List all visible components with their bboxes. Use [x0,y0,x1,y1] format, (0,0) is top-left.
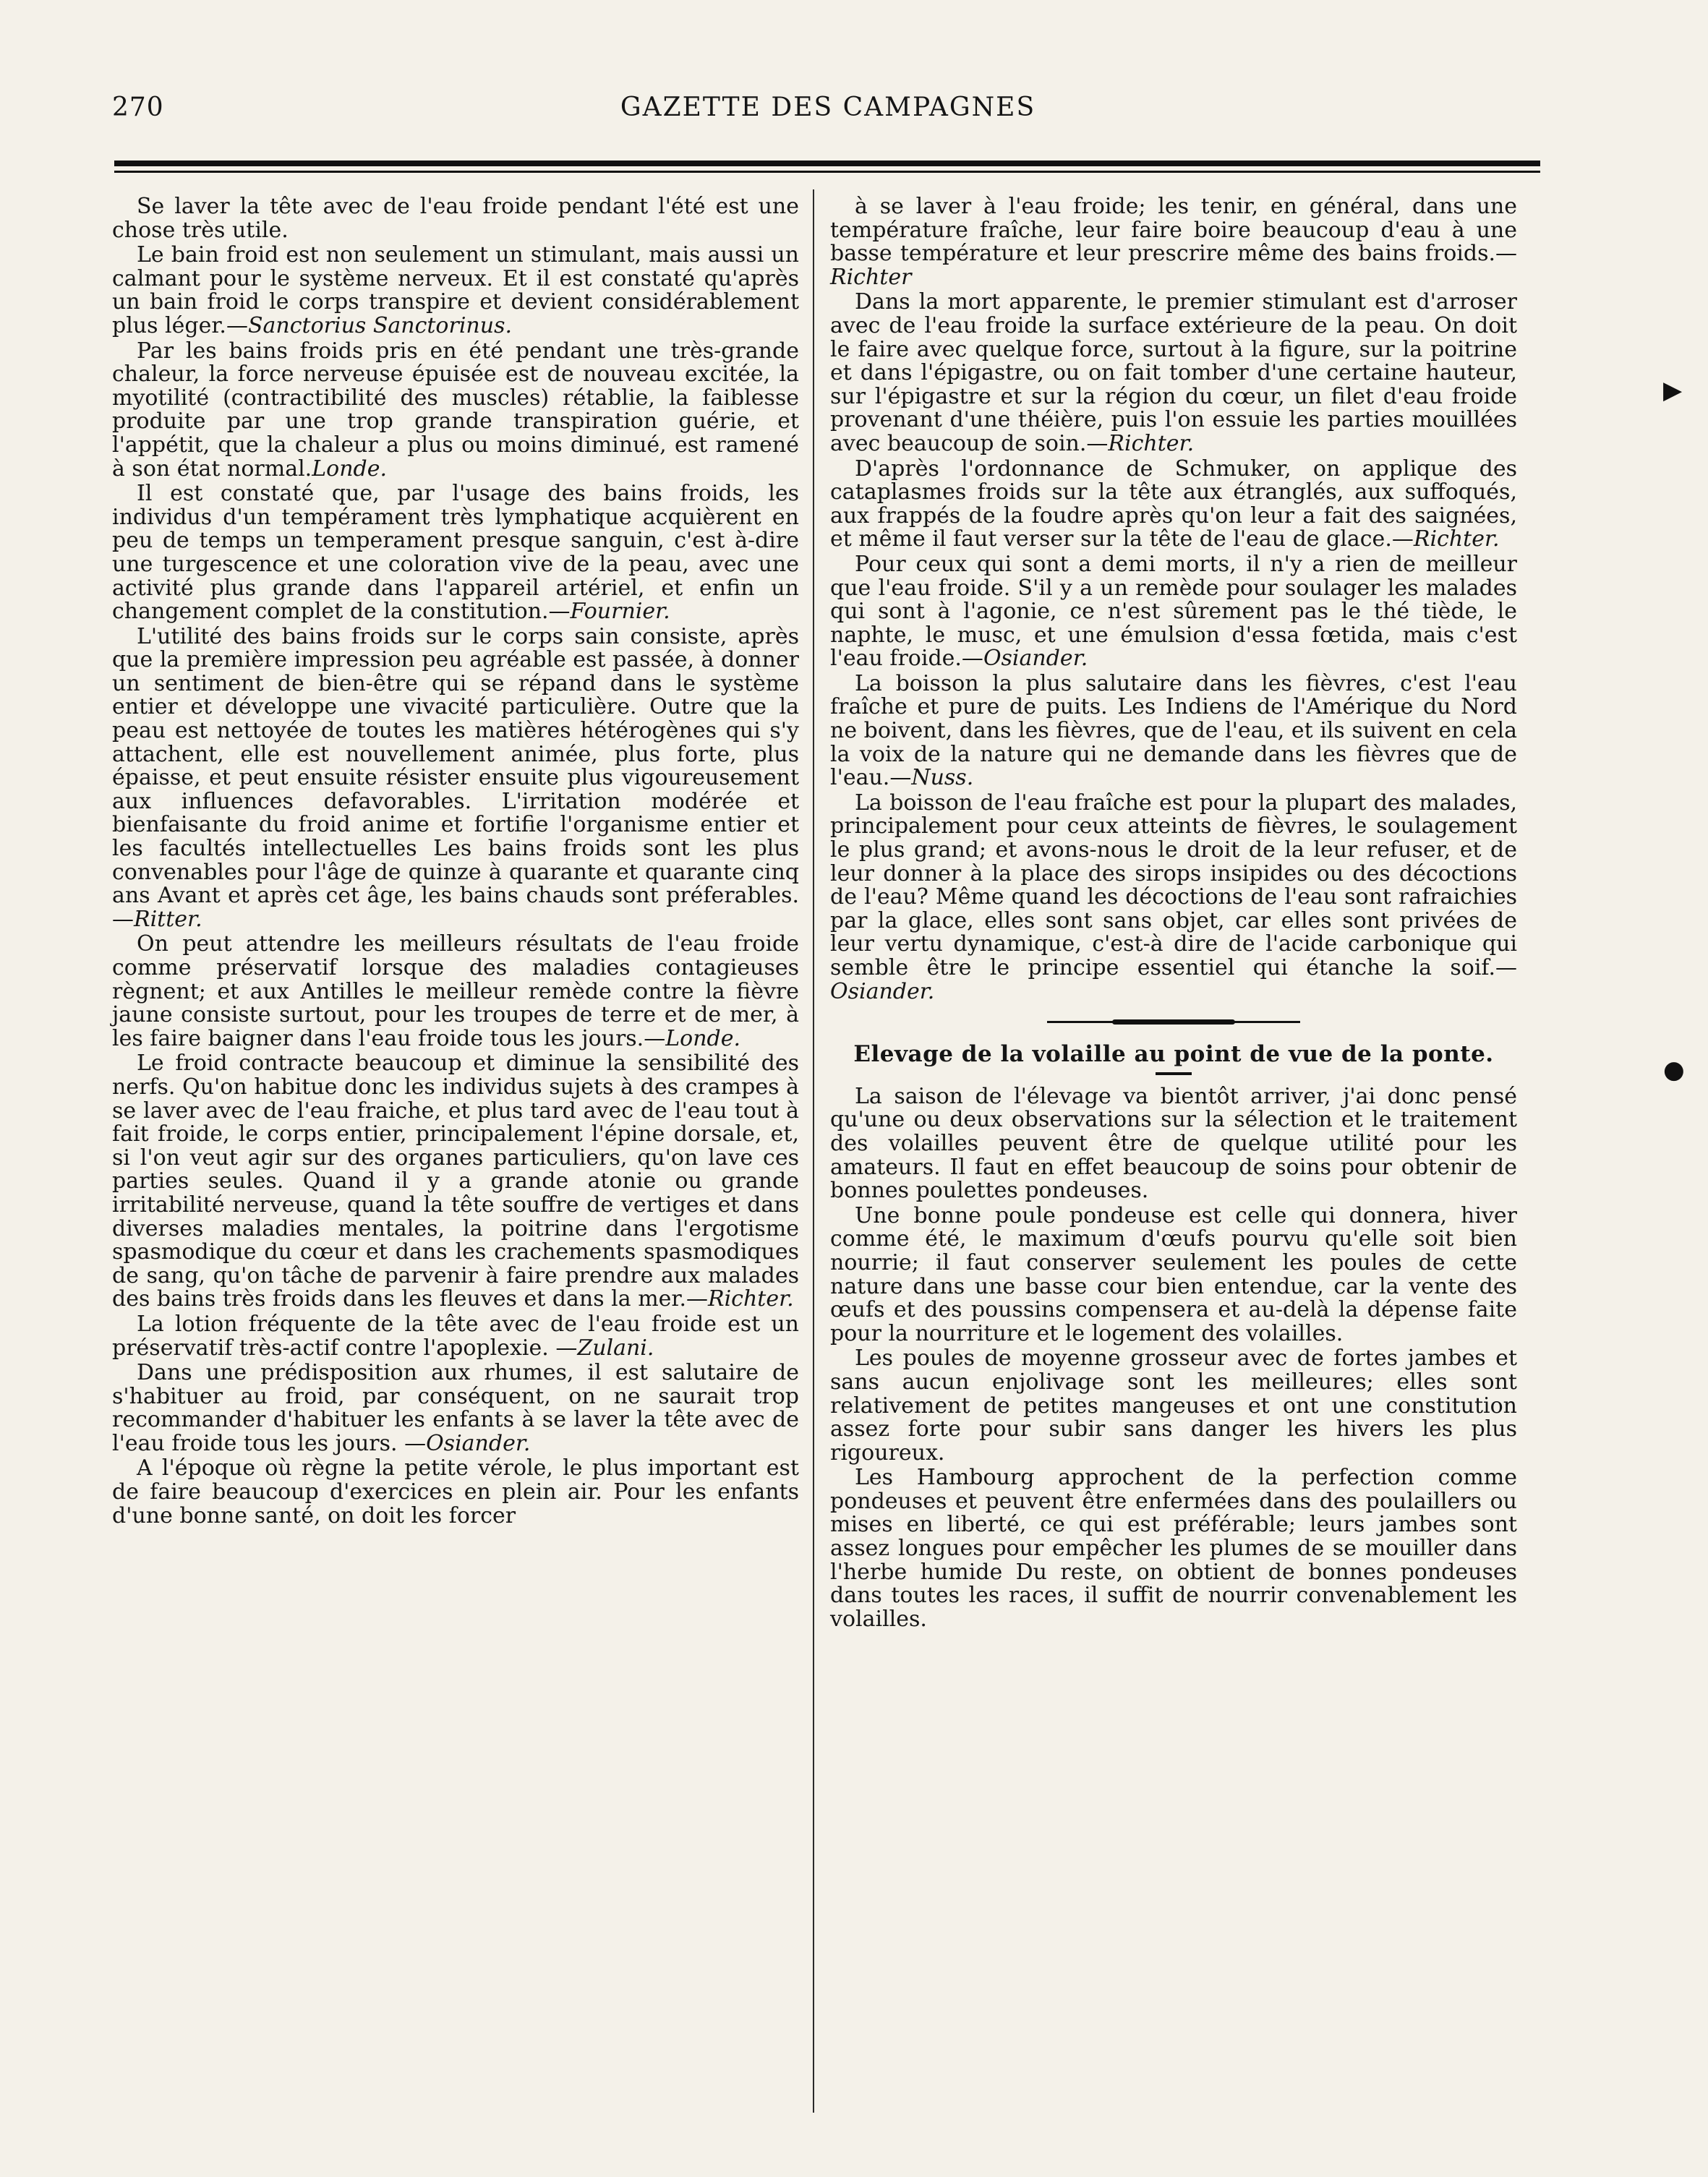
page-number: 270 [112,93,164,122]
article-paragraph [112,482,799,624]
paragraph-text: On peut attendre les meilleurs résultats de l'eau froide comme préservatif lorsque des maladies contagieuses règnent; et aux Antilles le meilleur remède contre la fièvre jaune consiste surtout, pour les troupes de terre et de mer, à les faire baigner dans l'eau froide tous les jours.— [112,931,799,1051]
section-paragraph: Les Hambourg approchent de la perfection comme pondeuses et peuvent être enfermées dans des poulaillers ou mises en liberté, ce qui est préférable; leurs jambes sont assez longues pour empêcher les plumes de se mouiller dans l'herbe humide Du reste, on obtient de bonnes pondeuses dans toutes les races, il suffit de nourrir convenablement les volailles. [830,1465,1517,1632]
paragraph-text: D'après l'ordonnance de Schmuker, on applique des cataplasmes froids sur la tête aux étranglés, aux suffoqués, aux frappés de la foudre après qu'on leur a fait des saignées, et même il faut verser sur la tête de l'eau de glace.— [830,455,1517,552]
section-ornament [830,1008,1517,1035]
author-signature: Londe. [665,1025,741,1051]
section-paragraph: Une bonne poule pondeuse est celle qui donnera, hiver comme été, le maximum d'œufs pourvu qu'elle soit bien nourrie; il faut conserver seulement les poules de cette nature dans une basse cour bien entendue, car la vente des œufs et des poussins compensera et au-delà la dépense faite pour la nourriture et le logement des volailles. [830,1202,1517,1346]
paragraph-text: Le bain froid est non seulement un stimulant, mais aussi un calmant pour le système nerveux. Et il est constaté qu'après un bain froid le corps transpire et devient considérablement plus léger.— [112,242,799,338]
section-body [830,1085,1517,1632]
paragraph-text: L'utilité des bains froids sur le corps sain consiste, après que la première impression peu agréable est passée, à donner un sentiment de bien-être qui se répand dans le système entier et développe une vivacité particulière. Outre que la peau est nettoyée de toutes les matières hétérogènes qui s'y attachent, elle est nouvellement animée, plus forte, plus épaisse, et peut ensuite résister ensuite plus vigoureusement aux influences defavorables. L'irritation modérée et bienfaisante du froid anime et fortifie l'organisme entier et les facultés intellectuelles Les bains froids sont les plus convenables pour l'âge de quinze à quarante et quarante cinq ans Avant et après cet âge, les bains chauds sont préferables.— [112,623,799,932]
page-header [112,93,1544,129]
author-signature: Richter. [707,1286,794,1312]
author-signature: Sanctorius Sanctorinus. [247,312,513,338]
article-paragraph [112,933,799,1051]
margin-mark-icon: ● [1663,1056,1685,1085]
author-signature: Osiander. [830,978,935,1004]
margin-mark-icon: ▶ [1663,376,1683,405]
paragraph-text: Le froid contracte beaucoup et diminue la sensibilité des nerfs. Qu'on habitue donc les individus sujets à des crampes à se laver avec de l'eau fraiche, et plus tard avec de l'eau tout à fait froide, le corps entier, principalement l'épine dorsale, et, si l'on veut agir sur des organes particuliers, qu'on lave ces parties seules. Quand il y a grande atonie ou grande irritabilité nerveuse, quand la tête souffre de vertiges et dans diverses maladies mentales, la poitrine dans l'ergotisme spasmodique du cœur et dans les crachements spasmodiques de sang, qu'on tâche de parvenir à faire prendre aux malades des bains très froids dans les fleuves et dans la mer.— [112,1051,799,1312]
article-paragraph [830,792,1517,1004]
article-paragraph [112,1457,799,1528]
article-paragraph [112,340,799,482]
author-signature: Richter. [1108,430,1195,456]
author-signature: Nuss. [911,765,974,791]
author-signature: Osiander. [983,646,1088,672]
paragraph-text: Se laver la tête avec de l'eau froide pendant l'été est une chose très utile. [112,194,799,243]
author-signature: Richter [830,264,912,290]
paragraph-text: à se laver à l'eau froide; les tenir, en général, dans une température fraîche, leur faire boire beaucoup d'eau à une basse température et leur prescrire même des bains froids.— [830,194,1517,267]
article-paragraph [112,625,799,932]
header-rule-thick [114,161,1540,166]
ornament-bar [1112,1019,1235,1025]
heading-dash [1156,1072,1192,1075]
paragraph-text: Pour ceux qui sont a demi morts, il n'y a rien de meilleur que l'eau froide. S'il y a un remède pour soulager les malades qui sont à l'agonie, ce n'est sûrement pas le thé tiède, le naphte, le musc, et une émulsion d'essa fœtida, mais c'est l'eau froide.— [830,551,1517,672]
author-signature: Fournier. [570,599,670,625]
paragraph-text: Dans la mort apparente, le premier stimulant est d'arroser avec de l'eau froide la surface extérieure de la peau. On doit le faire avec quelque force, surtout à la figure, sur la poitrine et dans l'épigastre, ou on fait tomber d'une certaine hauteur, sur l'épigastre et sur la région du cœur, un filet d'eau froide provenant d'une théière, puis l'on essuie les parties mouillées avec beaucoup de soin.— [830,289,1517,456]
paragraph-text: Par les bains froids pris en été pendant une très-grande chaleur, la force nerveuse épuisée est de nouveau excitée, la myotilité (contractibilité des muscles) rétablie, la faiblesse produite par une trop grande transpiration guérie, et l'appétit, que la chaleur a plus ou moins diminué, est ramené à son état normal. [112,338,799,482]
right-column-paragraphs [830,195,1517,1004]
article-paragraph [830,553,1517,671]
article-paragraph [112,1313,799,1360]
article-paragraph [830,672,1517,790]
author-signature: Londe. [312,455,388,482]
article-paragraph [112,1052,799,1312]
author-signature: Osiander. [426,1430,531,1456]
column-divider [813,189,814,2113]
left-column [112,195,799,1529]
article-paragraph [112,244,799,338]
author-signature: Richter. [1413,526,1500,552]
author-signature: Zulani. [577,1335,654,1361]
section-heading: Elevage de la volaille au point de vue de la ponte. [853,1041,1494,1068]
paragraph-text: Dans une prédisposition aux rhumes, il est salutaire de s'habituer au froid, par conséquent, on ne saurait trop recommander d'habituer les enfants à se laver la tête avec de l'eau froide tous les jours. — [112,1360,799,1456]
header-rule-thin [114,171,1540,173]
running-title: GAZETTE DES CAMPAGNES [620,93,1036,122]
article-paragraph [830,291,1517,455]
paragraph-text: Il est constaté que, par l'usage des bains froids, les individus d'un tempérament très lymphatique acquièrent en peu de temps un temperament presque sanguin, c'est à-dire une turgescence et une coloration vive de la peau, avec une activité plus grande dans l'appareil artériel, et enfin un changement complet de la constitution.— [112,481,799,625]
article-paragraph [830,455,1517,552]
article-paragraph [112,195,799,242]
section-paragraph: Les poules de moyenne grosseur avec de fortes jambes et sans aucun enjolivage sont les meilleures; elles sont relativement de petites mangeuses et ont une constitution assez forte pour subir sans danger les hivers les plus rigoureux. [830,1346,1517,1466]
right-column [830,195,1517,1633]
paragraph-text: A l'époque où règne la petite vérole, le plus important est de faire beaucoup d'exercices en plein air. Pour les enfants d'une bonne santé, on doit les forcer [112,1455,799,1528]
author-signature: Ritter. [134,906,202,932]
paragraph-text: La lotion fréquente de la tête avec de l'eau froide est un préservatif très-actif contre l'apoplexie. — [112,1311,799,1361]
paragraph-text: La boisson de l'eau fraîche est pour la plupart des malades, principalement pour ceux atteints de fièvres, le soulagement le plus grand; et avons-nous le droit de la leur refuser, et de leur donner à la place des sirops insipides ou des décoctions de l'eau? Même quand les décoctions de l'eau sont rafraichies par la glace, elles sont sans objet, car elles sont privées de leur vertu dynamique, c'est-à dire de l'acide carbonique qui semble être le principe essentiel qui étanche la soif.— [830,790,1517,980]
section-paragraph: La saison de l'élevage va bientôt arriver, j'ai donc pensé qu'une ou deux observations sur la sélection et le traitement des volailles peuvent être de quelque utilité pour les amateurs. Il faut en effet beaucoup de soins pour obtenir de bonnes poulettes pondeuses. [830,1083,1517,1204]
article-paragraph [112,1361,799,1455]
paragraph-text: La boisson la plus salutaire dans les fièvres, c'est l'eau fraîche et pure de puits. Les Indiens de l'Amérique du Nord ne boivent, dans les fièvres, que de l'eau, et ils suivent en cela la voix de la nature qui ne demande dans les fièvres que de l'eau.— [830,670,1517,791]
article-paragraph [830,195,1517,289]
